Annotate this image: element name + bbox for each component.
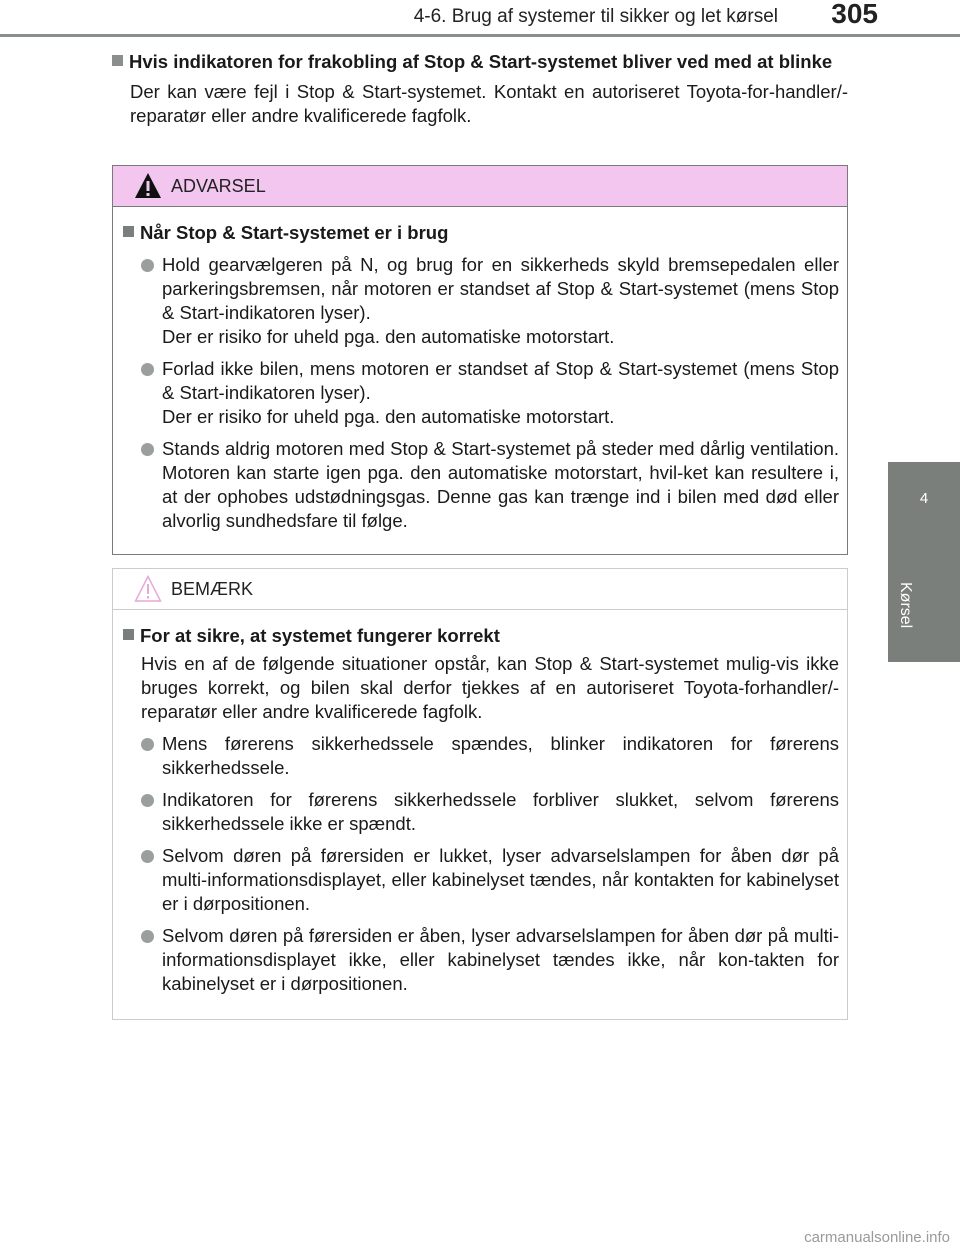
bullet-text: Indikatoren for førerens sikkerhedssele forbliver slukket, selvom førerens sikkerhedssele ikke er spændt. (162, 789, 839, 834)
notice-label: BEMÆRK (171, 578, 254, 599)
bullet-subtext: Der er risiko for uheld pga. den automatiske motorstart. (162, 406, 615, 427)
square-bullet-icon (123, 629, 134, 640)
warning-box-header (113, 166, 847, 207)
list-item (123, 437, 839, 533)
square-bullet-icon (112, 55, 123, 66)
list-item (123, 253, 839, 349)
round-bullet-icon (141, 363, 154, 376)
watermark-text: carmanualsonline.info (804, 1229, 950, 1246)
section-heading: Hvis indikatoren for frakobling af Stop & Start-systemet bliver ved med at blinke (129, 51, 833, 72)
square-bullet-icon (123, 226, 134, 237)
chapter-side-tab[interactable] (888, 462, 960, 662)
warning-box (112, 165, 848, 555)
bullet-subtext: Der er risiko for uheld pga. den automatiske motorstart. (162, 326, 615, 347)
round-bullet-icon (141, 794, 154, 807)
bullet-text: Selvom døren på førersiden er åben, lyser advarselslampen for åben dør på multi-informationsdisplayet ikke, eller kabinelyset tændes ikke, når kon-takten for kabinelyset er i dørpositionen. (162, 925, 839, 994)
section-heading-row (112, 50, 848, 74)
notice-box-body (113, 610, 847, 996)
list-item (123, 844, 839, 916)
page-number: 305 (831, 0, 878, 29)
bullet-text: Selvom døren på førersiden er lukket, lyser advarselslampen for åben dør på multi-informationsdisplayet, eller kabinelyset tændes, når kontakten for kabinelyset er i dørpositionen. (162, 845, 839, 914)
bullet-text: Stands aldrig motoren med Stop & Start-systemet på steder med dårlig ventilation. Motoren kan starte igen pga. den automatiske motorstart, hvil-ket kan resultere i, at der ophobes udstødningsgas. Denne gas kan trænge ind i bilen med død eller alvorlig sundhedsfare til følge. (162, 438, 839, 531)
warning-label: ADVARSEL (171, 175, 266, 196)
list-item (123, 732, 839, 780)
notice-subheading-row (123, 624, 839, 648)
warning-triangle-icon (133, 171, 163, 201)
chapter-number: 4 (919, 490, 929, 507)
bullet-text: Forlad ikke bilen, mens motoren er standset af Stop & Start-systemet (mens Stop & Start-indikatoren lyser). (162, 358, 839, 403)
list-item (123, 924, 839, 996)
list-item (123, 788, 839, 836)
round-bullet-icon (141, 850, 154, 863)
notice-subheading: For at sikre, at systemet fungerer korrekt (140, 625, 500, 646)
chapter-label: Kørsel (897, 582, 914, 629)
header-rule (0, 34, 960, 37)
warning-subheading-row (123, 221, 839, 245)
round-bullet-icon (141, 738, 154, 751)
intro-section (112, 50, 848, 128)
bullet-text: Mens førerens sikkerhedssele spændes, blinker indikatoren for førerens sikkerhedssele. (162, 733, 839, 778)
bullet-text: Hold gearvælgeren på N, og brug for en sikkerheds skyld bremsepedalen eller parkeringsbremsen, når motoren er standset af Stop & Start-systemet (mens Stop & Start-indikatoren lyser). (162, 254, 839, 323)
warning-box-body (113, 207, 847, 533)
list-item (123, 357, 839, 429)
round-bullet-icon (141, 259, 154, 272)
round-bullet-icon (141, 443, 154, 456)
notice-intro: Hvis en af de følgende situationer opstår, kan Stop & Start-systemet mulig-vis ikke bruges korrekt, og bilen skal derfor tjekkes af en autoriseret Toyota-forhandler/-reparatør eller andre kvalificerede fagfolk. (141, 653, 839, 722)
notice-box (112, 568, 848, 1020)
section-body: Der kan være fejl i Stop & Start-systemet. Kontakt en autoriseret Toyota-for-handler/-reparatør eller andre kvalificerede fagfolk. (130, 81, 848, 126)
round-bullet-icon (141, 930, 154, 943)
notice-box-header (113, 569, 847, 610)
warning-subheading: Når Stop & Start-systemet er i brug (140, 222, 449, 243)
caution-triangle-outline-icon (133, 574, 163, 604)
chapter-title: 4-6. Brug af systemer til sikker og let kørsel (413, 6, 778, 27)
